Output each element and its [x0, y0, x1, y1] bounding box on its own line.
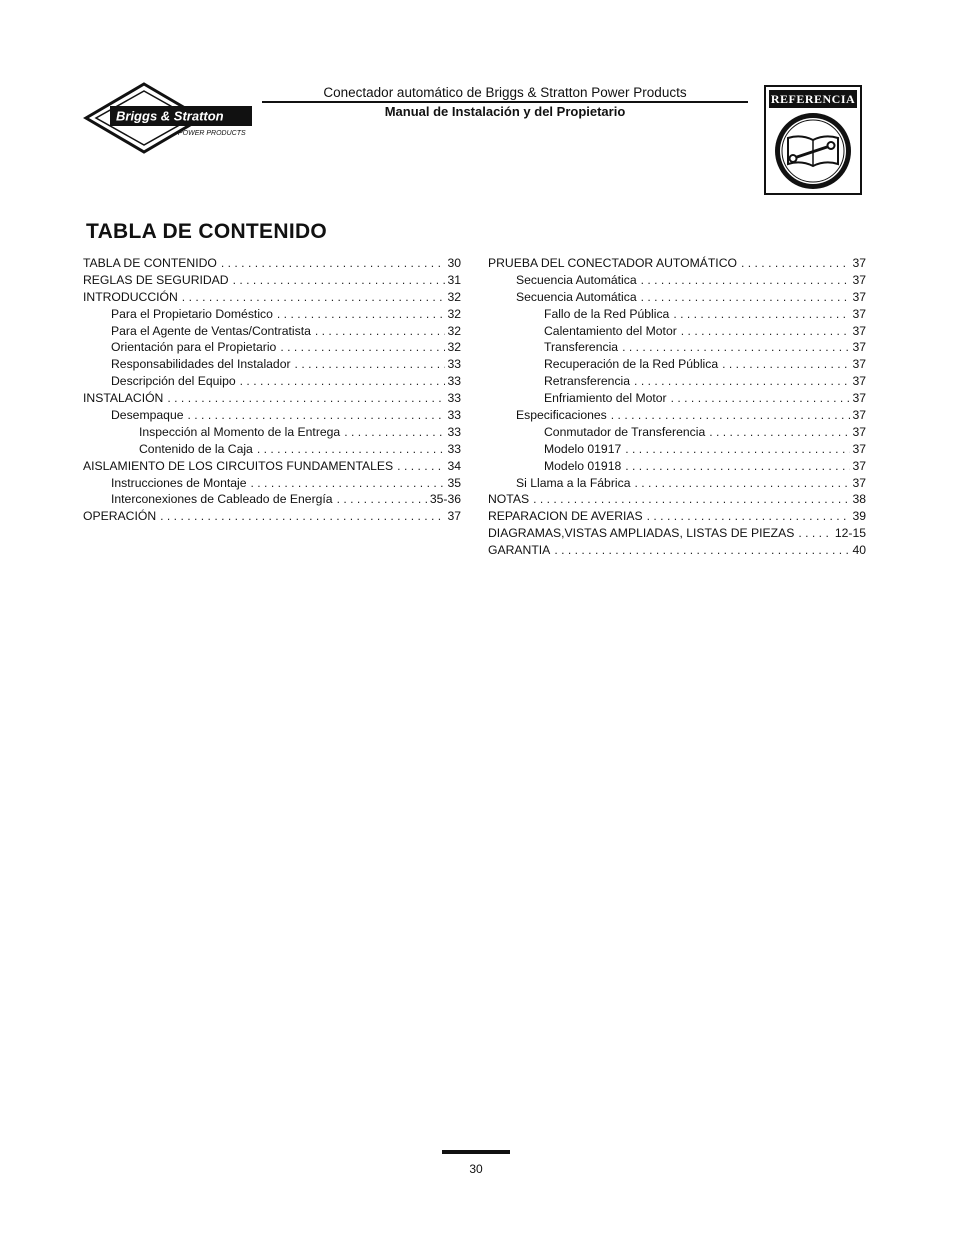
- toc-entry[interactable]: [83, 374, 461, 391]
- header-title: Conectador automático de Briggs & Stratton Power Products: [323, 85, 687, 100]
- toc-entry-label: NOTAS: [488, 492, 530, 507]
- toc-leader-dots: [221, 256, 446, 270]
- reference-label: REFERENCIA: [770, 92, 856, 106]
- toc-entry-page: 37: [447, 509, 461, 524]
- toc-right-column: [488, 256, 866, 560]
- toc-entry-page: 35: [447, 475, 461, 490]
- logo-brand-text: Briggs & Stratton: [116, 108, 224, 124]
- toc-leader-dots: [167, 391, 445, 405]
- toc-entry-label: Orientación para el Propietario: [111, 340, 277, 355]
- toc-entry[interactable]: [488, 526, 866, 543]
- toc-leader-dots: [182, 290, 446, 304]
- toc-leader-dots: [188, 408, 446, 422]
- toc-leader-dots: [647, 509, 851, 523]
- toc-entry-page: 37: [852, 391, 866, 406]
- toc-entry-label: TABLA DE CONTENIDO: [83, 256, 217, 270]
- toc-entry-label: REGLAS DE SEGURIDAD: [83, 272, 229, 287]
- toc-entry-page: 37: [852, 306, 866, 321]
- toc-entry[interactable]: [83, 391, 461, 408]
- toc-leader-dots: [625, 442, 850, 456]
- toc-leader-dots: [533, 492, 850, 506]
- toc-entry-label: Inspección al Momento de la Entrega: [139, 424, 341, 439]
- toc-entry-page: 30: [447, 256, 461, 270]
- toc-leader-dots: [160, 509, 445, 523]
- toc-entry[interactable]: [488, 391, 866, 408]
- header-subtitle: Manual de Instalación y del Propietario: [384, 104, 626, 119]
- toc-leader-dots: [280, 340, 445, 354]
- toc-entry-page: 37: [852, 374, 866, 389]
- toc-entry-label: INTRODUCCIÓN: [83, 289, 178, 304]
- toc-entry-label: Secuencia Automática: [516, 289, 637, 304]
- toc-leader-dots: [344, 425, 445, 439]
- logo-sub-text: POWER PRODUCTS: [178, 130, 246, 137]
- toc-entry-page: 37: [852, 475, 866, 490]
- toc-leader-dots: [397, 459, 445, 473]
- toc-leader-dots: [277, 307, 446, 321]
- toc-entry-label: Conmutador de Transferencia: [544, 424, 706, 439]
- toc-entry[interactable]: [83, 425, 461, 442]
- toc-leader-dots: [634, 476, 850, 490]
- toc-entry-label: Descripción del Equipo: [111, 374, 236, 389]
- toc-entry[interactable]: [488, 374, 866, 391]
- toc-entry-page: 39: [852, 509, 866, 524]
- toc-leader-dots: [233, 273, 446, 287]
- toc-entry-label: Para el Propietario Doméstico: [111, 306, 273, 321]
- briggs-stratton-logo: [82, 82, 254, 154]
- toc-entry-page: 37: [852, 272, 866, 287]
- toc-entry-page: 32: [447, 323, 461, 338]
- toc-entry[interactable]: [83, 408, 461, 425]
- toc-leader-dots: [641, 273, 851, 287]
- toc-entry-page: 32: [447, 340, 461, 355]
- toc-entry-page: 37: [852, 441, 866, 456]
- toc-entry[interactable]: [488, 324, 866, 341]
- toc-leader-dots: [722, 357, 850, 371]
- toc-entry[interactable]: [488, 509, 866, 526]
- toc-entry[interactable]: [488, 256, 866, 273]
- toc-entry-page: 34: [447, 458, 461, 473]
- toc-entry[interactable]: [488, 442, 866, 459]
- toc-entry-page: 37: [852, 357, 866, 372]
- toc-entry[interactable]: [83, 273, 461, 290]
- toc-entry-page: 33: [447, 374, 461, 389]
- toc-entry-page: 37: [852, 289, 866, 304]
- toc-entry-label: Interconexiones de Cableado de Energía: [111, 492, 333, 507]
- toc-leader-dots: [337, 492, 428, 506]
- toc-entry-page: 12-15: [834, 526, 866, 541]
- toc-entry-page: 31: [447, 272, 461, 287]
- toc-entry[interactable]: [83, 307, 461, 324]
- toc-leader-dots: [554, 543, 850, 557]
- toc-entry-page: 33: [447, 424, 461, 439]
- toc-entry-page: 32: [447, 289, 461, 304]
- toc-leader-dots: [634, 374, 850, 388]
- toc-leader-dots: [671, 391, 851, 405]
- toc-leader-dots: [251, 476, 446, 490]
- toc-entry-label: Calentamiento del Motor: [544, 323, 677, 338]
- toc-entry-page: 33: [447, 357, 461, 372]
- toc-entry-page: 40: [852, 543, 866, 558]
- toc-entry[interactable]: [83, 340, 461, 357]
- toc-entry-label: AISLAMIENTO DE LOS CIRCUITOS FUNDAMENTALES: [83, 458, 394, 473]
- toc-entry[interactable]: [83, 509, 461, 526]
- toc-entry-label: Para el Agente de Ventas/Contratista: [111, 323, 311, 338]
- toc-entry[interactable]: [83, 492, 461, 509]
- toc-leader-dots: [622, 340, 850, 354]
- book-wrench-icon: [768, 110, 858, 192]
- page-title: TABLA DE CONTENIDO: [86, 220, 328, 243]
- toc-entry[interactable]: [488, 340, 866, 357]
- toc-entry-label: Si Llama a la Fábrica: [516, 475, 631, 490]
- toc-entry-page: 37: [852, 256, 866, 270]
- toc-entry-label: OPERACIÓN: [83, 509, 157, 524]
- footer-bar: [442, 1150, 510, 1154]
- toc-entry[interactable]: [488, 492, 866, 509]
- toc-entry-label: PRUEBA DEL CONECTADOR AUTOMÁTICO: [488, 256, 737, 270]
- toc-entry-label: Transferencia: [544, 340, 619, 355]
- toc-entry[interactable]: [83, 459, 461, 476]
- toc-entry-label: Instrucciones de Montaje: [111, 475, 247, 490]
- toc-leader-dots: [741, 256, 850, 270]
- toc-entry-label: Retransferencia: [544, 374, 631, 389]
- toc-entry-label: Modelo 01917: [544, 441, 622, 456]
- toc-entry-page: 32: [447, 306, 461, 321]
- toc-entry-label: Fallo de la Red Pública: [544, 306, 670, 321]
- toc-entry[interactable]: [488, 459, 866, 476]
- toc-entry-page: 33: [447, 408, 461, 423]
- toc-entry-label: Modelo 01918: [544, 458, 622, 473]
- toc-entry-label: Enfriamiento del Motor: [544, 391, 667, 406]
- toc-entry-page: 37: [852, 408, 866, 423]
- toc-entry[interactable]: [83, 290, 461, 307]
- toc-leader-dots: [641, 290, 851, 304]
- toc-entry-label: Contenido de la Caja: [139, 441, 253, 456]
- toc-leader-dots: [257, 442, 446, 456]
- header-rule: [262, 101, 748, 103]
- toc-entry-label: Especificaciones: [516, 408, 607, 423]
- toc-entry-label: Recuperación de la Red Pública: [544, 357, 719, 372]
- toc-leader-dots: [673, 307, 850, 321]
- toc-leader-dots: [798, 526, 832, 540]
- toc-entry-page: 37: [852, 340, 866, 355]
- toc-leader-dots: [240, 374, 446, 388]
- toc-entry-page: 33: [447, 441, 461, 456]
- toc-entry-label: Secuencia Automática: [516, 272, 637, 287]
- toc-entry[interactable]: [488, 425, 866, 442]
- toc-entry[interactable]: [488, 476, 866, 493]
- toc-entry[interactable]: [83, 324, 461, 341]
- toc-entry[interactable]: [83, 442, 461, 459]
- toc-entry-page: 37: [852, 323, 866, 338]
- toc-entry-label: REPARACION DE AVERIAS: [488, 509, 643, 524]
- toc-entry-label: Desempaque: [111, 408, 184, 423]
- toc-entry-label: INSTALACIÓN: [83, 391, 164, 406]
- toc-entry[interactable]: [83, 256, 461, 273]
- reference-badge: [764, 85, 862, 195]
- toc-entry[interactable]: [488, 273, 866, 290]
- toc-entry-label: GARANTIA: [488, 543, 551, 558]
- toc-entry[interactable]: [488, 357, 866, 374]
- toc-entry[interactable]: [488, 408, 866, 425]
- toc-entry-page: 38: [852, 492, 866, 507]
- toc-entry-label: Responsabilidades del Instalador: [111, 357, 291, 372]
- toc-entry-label: DIAGRAMAS,VISTAS AMPLIADAS, LISTAS DE PIEZAS: [488, 526, 795, 541]
- page-number: 30: [469, 1162, 483, 1176]
- toc-entry[interactable]: [488, 543, 866, 560]
- toc-entry-page: 33: [447, 391, 461, 406]
- toc-entry[interactable]: [488, 307, 866, 324]
- toc-entry[interactable]: [83, 357, 461, 374]
- toc-leader-dots: [611, 408, 851, 422]
- toc-leader-dots: [295, 357, 446, 371]
- toc-entry[interactable]: [83, 476, 461, 493]
- toc-entry-page: 35-36: [429, 492, 461, 507]
- toc-entry-page: 37: [852, 458, 866, 473]
- toc-leader-dots: [625, 459, 850, 473]
- toc-left-column: [83, 256, 461, 526]
- toc-entry-page: 37: [852, 424, 866, 439]
- toc-leader-dots: [709, 425, 850, 439]
- toc-leader-dots: [315, 324, 446, 338]
- toc-entry[interactable]: [488, 290, 866, 307]
- toc-leader-dots: [681, 324, 851, 338]
